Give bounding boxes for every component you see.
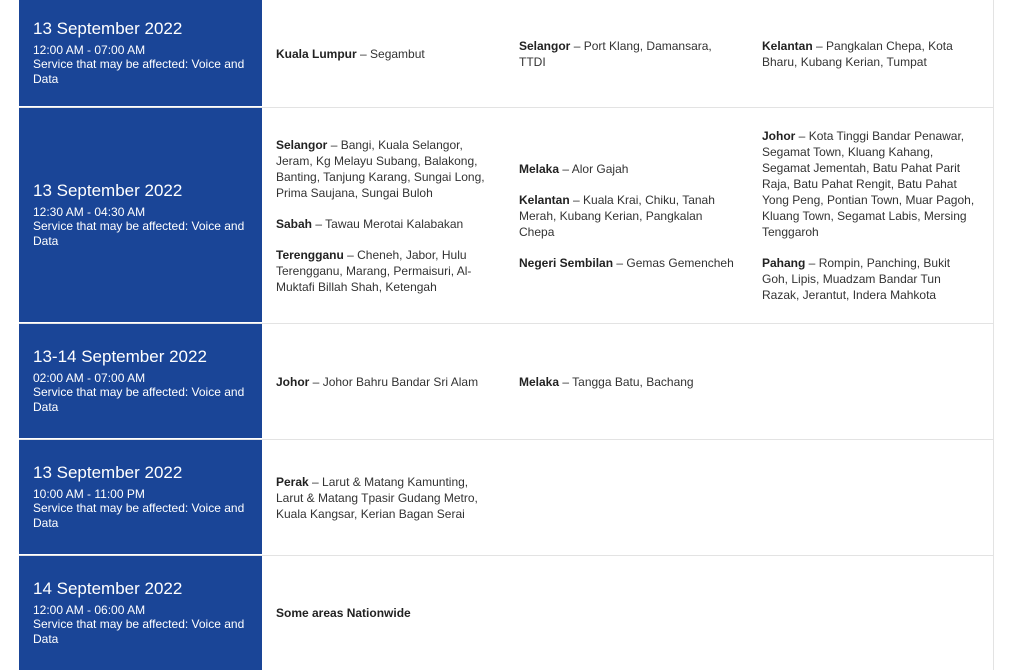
area-column-empty xyxy=(505,440,748,555)
separator: – xyxy=(613,255,627,270)
area-list: Tangga Batu, Bachang xyxy=(572,374,694,389)
date-title: 13-14 September 2022 xyxy=(33,347,207,366)
time-range: 12:00 AM - 07:00 AM xyxy=(33,43,146,57)
area-column xyxy=(505,108,748,323)
area-column xyxy=(505,324,748,439)
area-column xyxy=(748,108,993,323)
state-name: Johor xyxy=(276,374,310,389)
area-entry xyxy=(519,374,734,390)
area-entry xyxy=(519,192,734,240)
state-name: Kelantan xyxy=(519,192,570,207)
state-name: Some areas Nationwide xyxy=(276,606,411,620)
area-list: Rompin, Panching, Bukit Goh, Lipis, Muadzam Bandar Tun Razak, Jerantut, Indera Mahkota xyxy=(762,256,951,302)
date-cell xyxy=(19,0,262,107)
area-entry xyxy=(276,247,491,295)
time-range: 02:00 AM - 07:00 AM xyxy=(33,371,146,385)
state-name: Kelantan xyxy=(762,38,813,53)
state-name: Melaka xyxy=(519,374,560,389)
date-title: 13 September 2022 xyxy=(33,19,183,38)
state-name: Kuala Lumpur xyxy=(276,46,357,61)
service-affected: Service that may be affected: Voice and Data xyxy=(33,501,245,530)
time-range: 12:00 AM - 06:00 AM xyxy=(33,603,146,617)
area-entry xyxy=(762,38,979,70)
area-list: Pangkalan Chepa, Kota Bharu, Kubang Kerian, Tumpat xyxy=(762,38,953,69)
area-entry xyxy=(276,216,491,232)
date-title: 13 September 2022 xyxy=(33,463,183,482)
area-column xyxy=(505,0,748,107)
area-list: Johor Bahru Bandar Sri Alam xyxy=(322,374,479,389)
area-entry xyxy=(276,374,491,390)
schedule-row xyxy=(19,108,993,324)
service-affected: Service that may be affected: Voice and Data xyxy=(33,57,245,86)
area-list: Segambut xyxy=(370,46,425,61)
area-entry xyxy=(276,474,491,522)
state-name: Sabah xyxy=(276,216,313,231)
area-entry xyxy=(519,255,734,271)
date-cell xyxy=(19,324,262,439)
separator: – xyxy=(309,374,323,389)
maintenance-schedule-table xyxy=(19,0,994,670)
separator: – xyxy=(559,161,572,176)
area-entry xyxy=(519,161,734,177)
area-list: Port Klang, Damansara, TTDI xyxy=(519,38,712,69)
state-name: Negeri Sembilan xyxy=(519,255,614,270)
area-column-empty xyxy=(748,556,993,670)
area-entry xyxy=(276,137,491,201)
date-title: 13 September 2022 xyxy=(33,181,183,200)
area-entry xyxy=(276,46,491,62)
date-cell xyxy=(19,556,262,670)
area-column-empty xyxy=(748,440,993,555)
area-list: Bangi, Kuala Selangor, Jeram, Kg Melayu Subang, Balakong, Banting, Tanjung Karang, Sungai Long, Prima Saujana, Sungai Buloh xyxy=(276,137,485,200)
separator: – xyxy=(356,46,371,61)
area-entry xyxy=(519,38,734,70)
area-entry xyxy=(762,255,979,303)
separator: – xyxy=(812,38,827,53)
area-column xyxy=(748,0,993,107)
state-name: Melaka xyxy=(519,161,560,176)
date-cell xyxy=(19,108,262,323)
area-list: Gemas Gemencheh xyxy=(626,255,734,270)
area-list: Larut & Matang Kamunting, Larut & Matang Tpasir Gudang Metro, Kuala Kangsar, Kerian Bagan Serai xyxy=(276,474,478,521)
date-title: 14 September 2022 xyxy=(33,579,183,598)
area-entry xyxy=(276,605,491,621)
area-list: Kuala Krai, Chiku, Tanah Merah, Kubang Kerian, Pangkalan Chepa xyxy=(519,192,715,239)
area-list: Cheneh, Jabor, Hulu Terengganu, Marang, Permaisuri, Al-Muktafi Billah Shah, Ketengah xyxy=(276,247,472,294)
state-name: Pahang xyxy=(762,256,806,270)
service-affected: Service that may be affected: Voice and Data xyxy=(33,219,245,248)
separator: – xyxy=(312,216,326,231)
separator: – xyxy=(569,192,584,207)
schedule-row xyxy=(19,440,993,556)
area-entry xyxy=(762,128,979,240)
separator: – xyxy=(343,247,358,262)
date-cell xyxy=(19,440,262,555)
state-name: Perak xyxy=(276,474,309,489)
area-column-empty xyxy=(748,324,993,439)
state-name: Terengganu xyxy=(276,247,344,262)
separator: – xyxy=(570,38,584,53)
area-list: Kota Tinggi Bandar Penawar, Segamat Town, Kluang Kahang, Segamat Jementah, Batu Pahat Parit Raja, Batu Pahat Rengit, Batu Pahat Yong Peng, Pontian Town, Muar Pagoh, Kluang Town, Segamat Labis, Mersing Tenggaroh xyxy=(762,129,975,239)
service-affected: Service that may be affected: Voice and Data xyxy=(33,617,245,646)
time-range: 10:00 AM - 11:00 PM xyxy=(33,487,145,501)
area-list: Tawau Merotai Kalabakan xyxy=(325,216,464,231)
schedule-row xyxy=(19,324,993,440)
area-column xyxy=(262,324,505,439)
area-column xyxy=(262,0,505,107)
time-range: 12:30 AM - 04:30 AM xyxy=(33,205,146,219)
area-column-empty xyxy=(505,556,748,670)
state-name: Selangor xyxy=(276,137,328,152)
separator: – xyxy=(805,256,819,270)
separator: – xyxy=(308,474,323,489)
state-name: Selangor xyxy=(519,38,571,53)
separator: – xyxy=(559,374,573,389)
area-column xyxy=(262,556,505,670)
area-column xyxy=(262,440,505,555)
area-list: Alor Gajah xyxy=(571,161,629,176)
separator: – xyxy=(795,129,809,143)
separator: – xyxy=(327,137,341,152)
schedule-row xyxy=(19,0,993,108)
schedule-row xyxy=(19,556,993,670)
state-name: Johor xyxy=(762,129,796,143)
area-column xyxy=(262,108,505,323)
service-affected: Service that may be affected: Voice and Data xyxy=(33,385,245,414)
